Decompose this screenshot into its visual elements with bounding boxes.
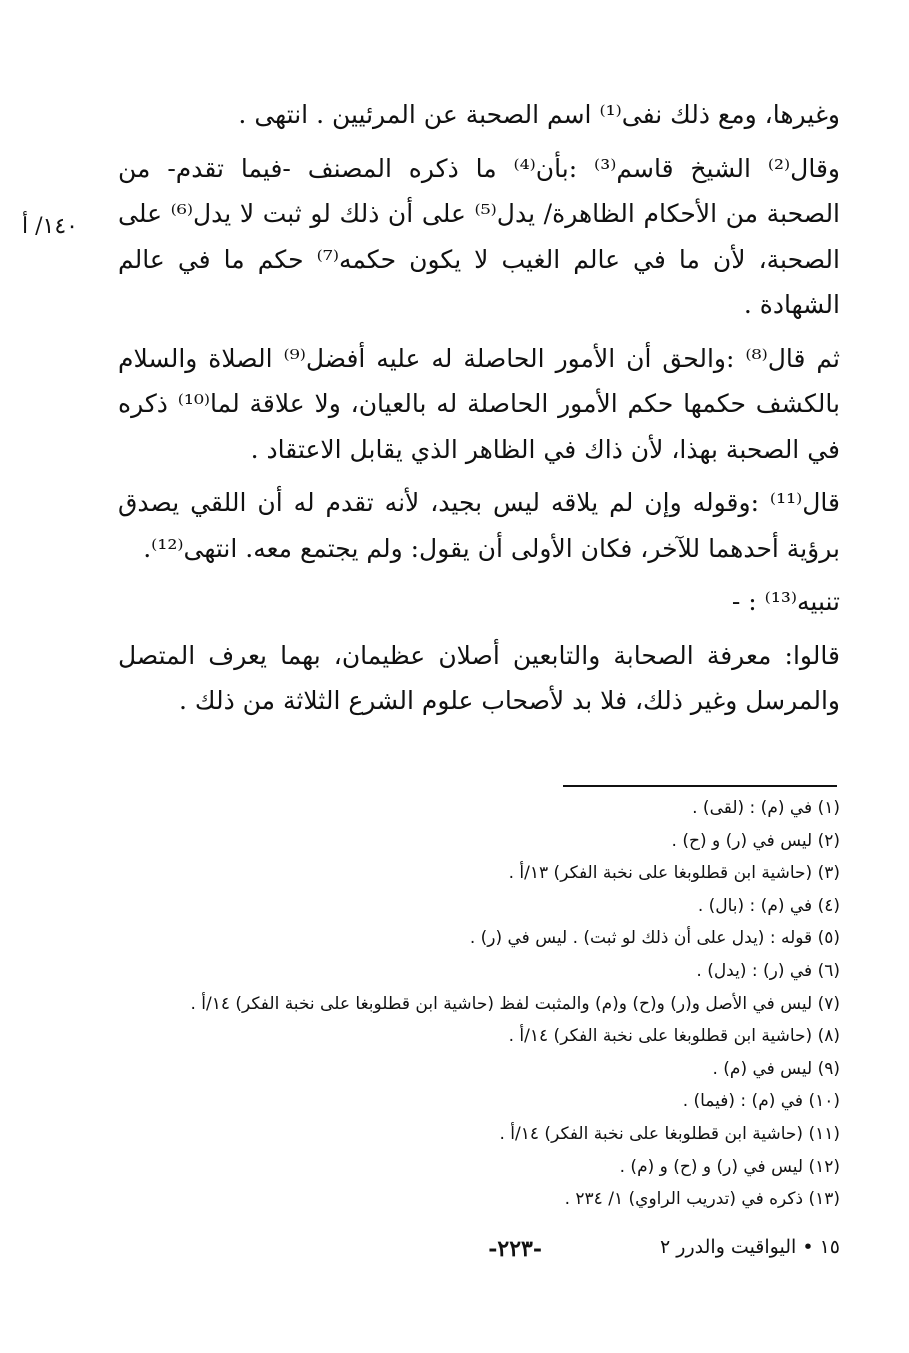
margin-folio-note: ١٤٠/ أ — [22, 214, 78, 239]
paragraph-1: وغيرها، ومع ذلك نفى⁽¹⁾ اسم الصحبة عن المرئيين . انتهى . — [238, 100, 840, 129]
paragraph-5-heading: تنبيه⁽¹³⁾ : - — [731, 587, 840, 616]
footnote-3: (٣) (حاشية ابن قطلوبغا على نخبة الفكر) ١٣/أ . — [508, 863, 840, 884]
footnote-2: (٢) ليس في (ر) و (ح) . — [671, 830, 840, 851]
footnote-7: (٧) ليس في الأصل و(ر) و(ح) و(م) والمثبت لفظ (حاشية ابن قطلوبغا على نخبة الفكر) ١٤/أ . — [190, 993, 840, 1014]
footnote-9: (٩) ليس في (م) . — [712, 1058, 840, 1079]
page-footer — [118, 1236, 840, 1272]
footnote-4: (٤) في (م) : (بال) . — [697, 895, 840, 916]
paragraph-2: وقال⁽²⁾ الشيخ قاسم⁽³⁾ :بأن⁽⁴⁾ ما ذكره المصنف -فيما تقدم- من الصحبة من الأحكام الظاهرة/ يدل⁽⁵⁾ على أن ذلك لو ثبت لا يدل⁽⁶⁾ على الصحبة، لأن ما في عالم الغيب لا يكون حكمه⁽⁷⁾ حكم ما في عالم الشهادة . — [118, 153, 841, 319]
footnote-12: (١٢) ليس في (ر) و (ح) و (م) . — [619, 1156, 840, 1177]
main-text — [118, 92, 840, 732]
paragraph-3: ثم قال⁽⁸⁾ :والحق أن الأمور الحاصلة له عليه أفضل⁽⁹⁾ الصلاة والسلام بالكشف حكمها حكم الأمور الحاصلة له بالعيان، ولا علاقة لما⁽¹⁰⁾ ذكره في الصحبة بهذا، لأن ذاك في الظاهر الذي يقابل الاعتقاد . — [118, 343, 840, 464]
paragraph-6: قالوا: معرفة الصحابة والتابعين أصلان عظيمان، بهما يعرف المتصل والمرسل وغير ذلك، فلا بد لأصحاب علوم الشرع الثلاثة من ذلك . — [118, 640, 840, 715]
footnote-13: (١٣) ذكره في (تدريب الراوي) ١/ ٢٣٤ . — [564, 1189, 840, 1210]
book-signature: ١٥ • اليواقيت والدرر ٢ — [660, 1236, 840, 1258]
page-number: -٢٢٣- — [488, 1236, 542, 1262]
footnote-10: (١٠) في (م) : (فيما) . — [682, 1091, 840, 1112]
footnote-separator — [563, 785, 837, 787]
footnote-11: (١١) (حاشية ابن قطلوبغا على نخبة الفكر) ١٤/أ . — [499, 1123, 840, 1144]
footnote-5: (٥) قوله : (يدل على أن ذلك لو ثبت) . ليس في (ر) . — [469, 928, 840, 949]
footnote-8: (٨) (حاشية ابن قطلوبغا على نخبة الفكر) ١٤/أ . — [508, 1026, 840, 1047]
footnote-1: (١) في (م) : (لقى) . — [692, 798, 840, 818]
footnotes — [118, 792, 840, 1216]
footnote-6: (٦) في (ر) : (يدل) . — [696, 960, 840, 981]
paragraph-4: قال⁽¹¹⁾ :وقوله وإن لم يلاقه ليس بجيد، لأنه تقدم له أن اللقي يصدق برؤية أحدهما للآخر، فكان الأولى أن يقول: ولم يجتمع معه. انتهى⁽¹²⁾. — [118, 488, 840, 563]
